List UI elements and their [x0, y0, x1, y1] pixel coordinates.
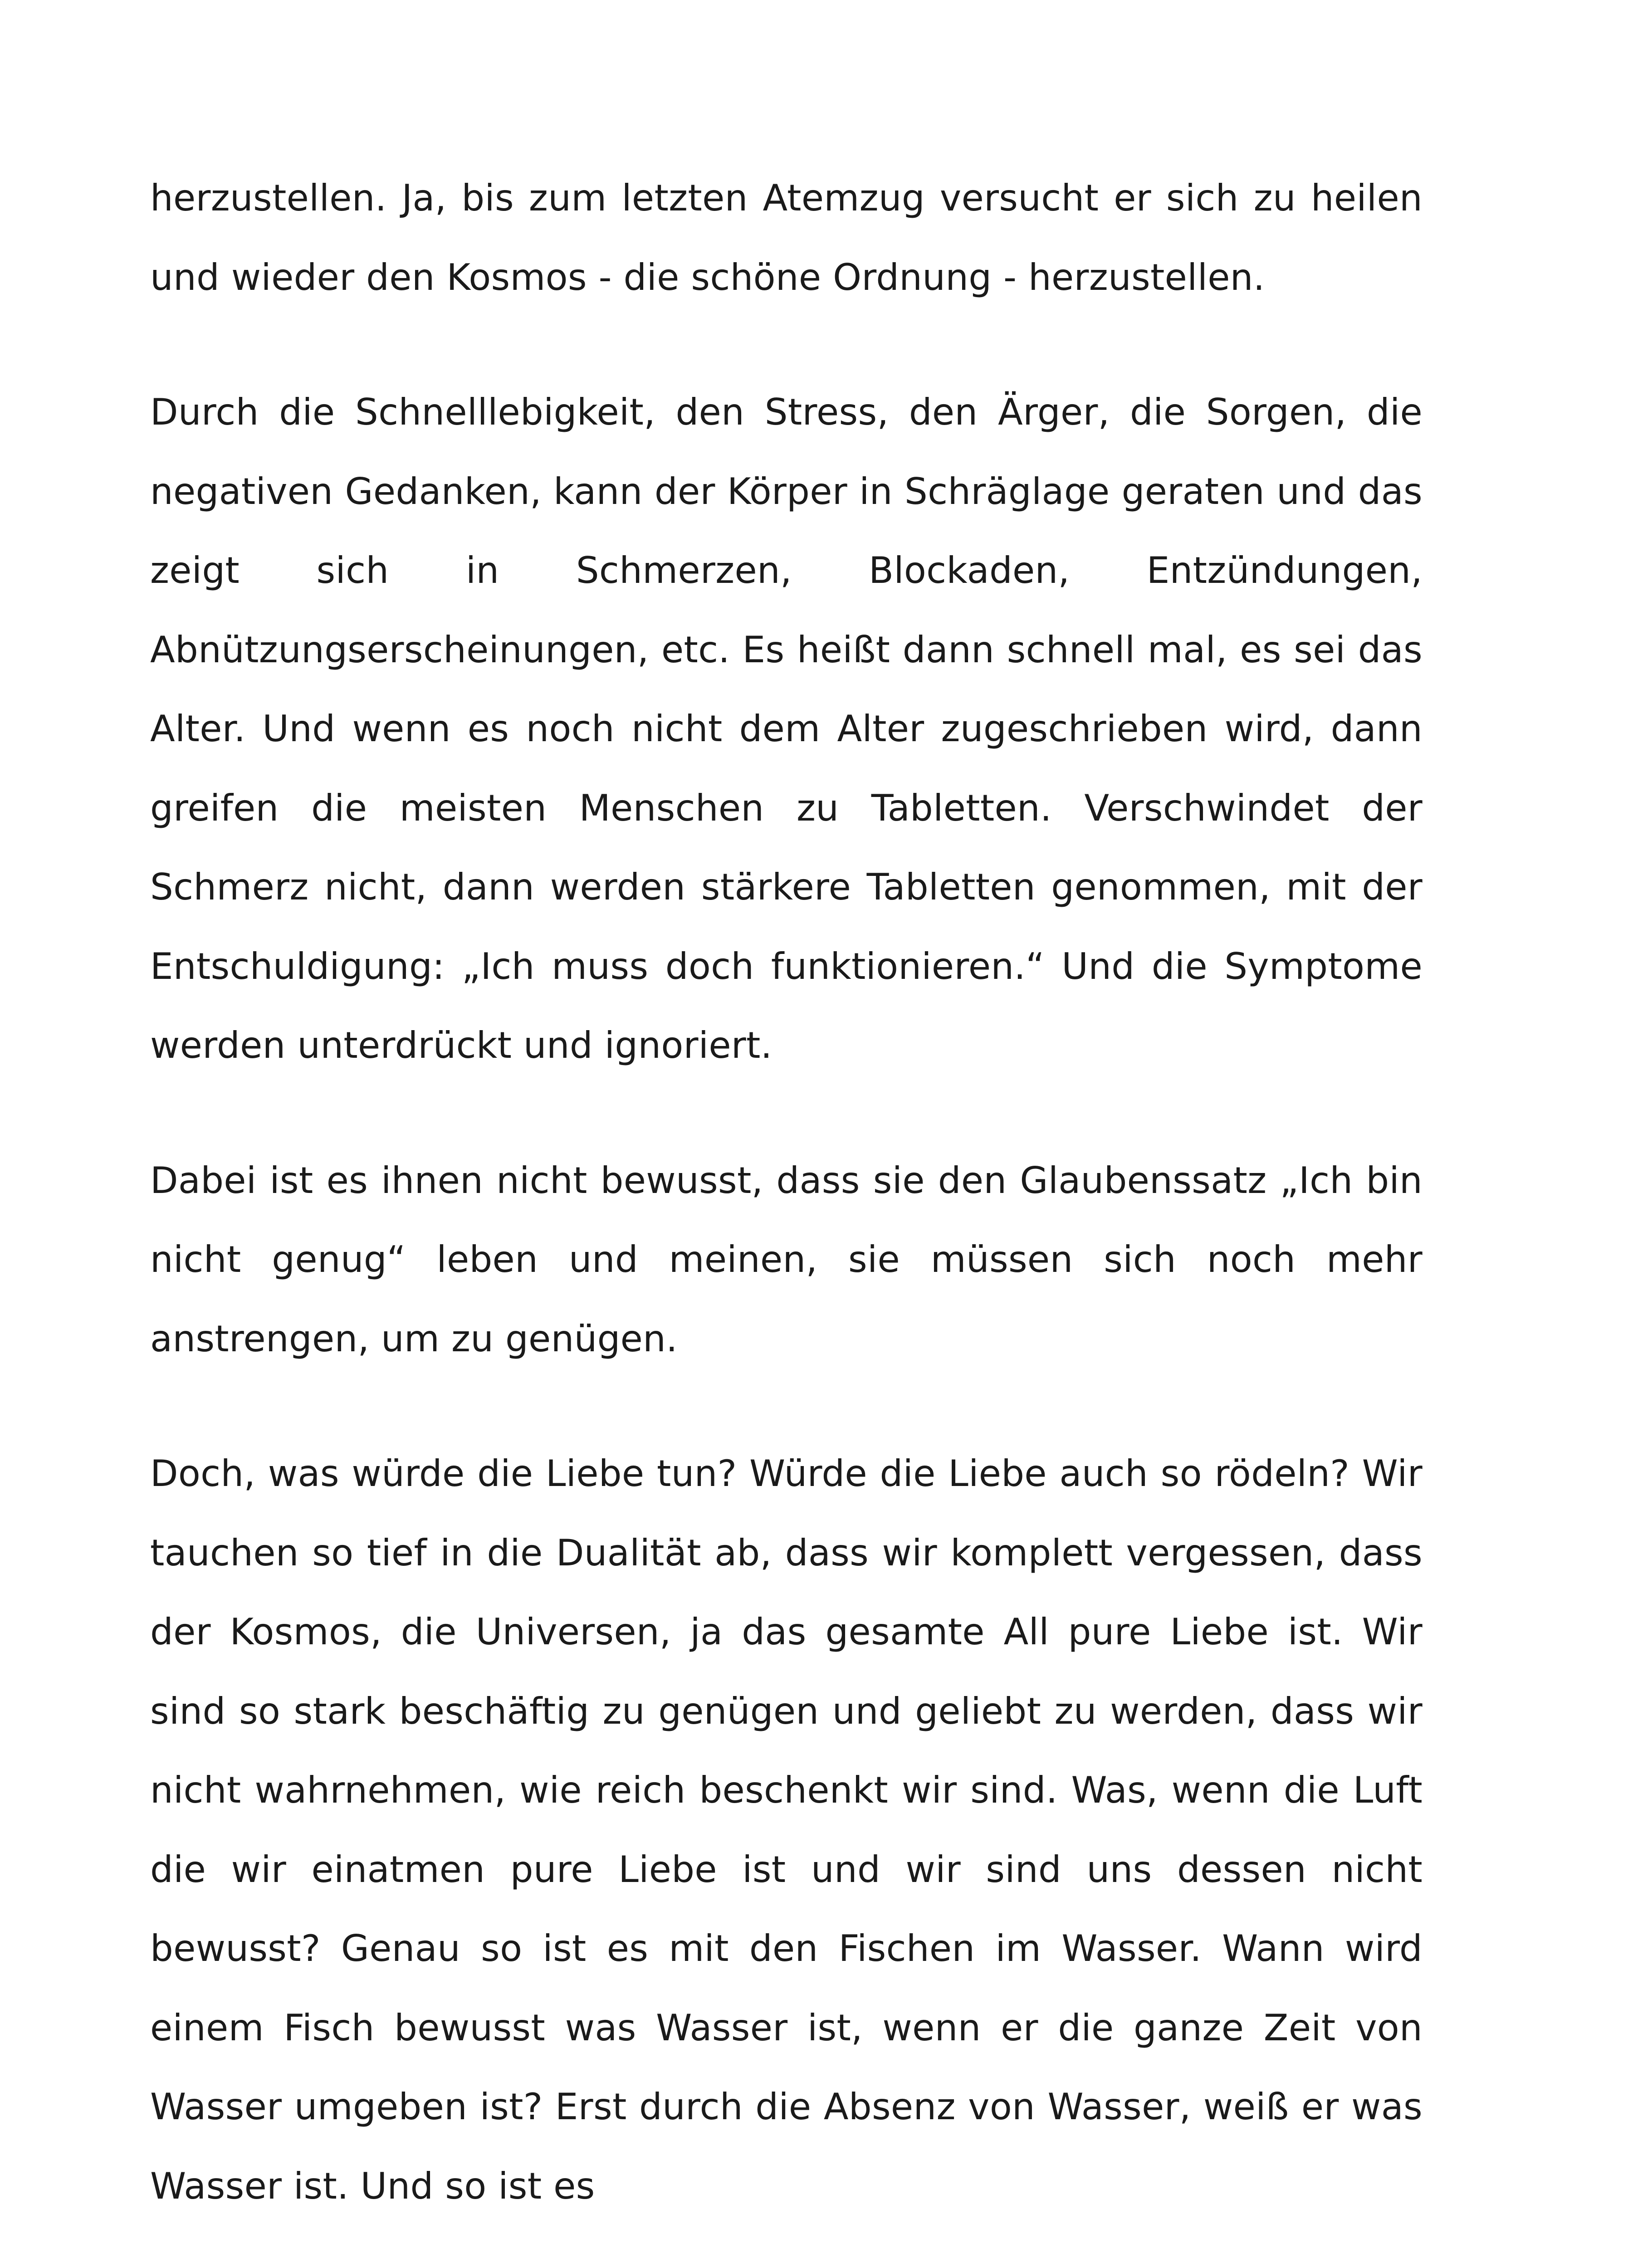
paragraph: herzustellen. Ja, bis zum letzten Atemzug versucht er sich zu heilen und wieder den Kosmos - die schöne Ordnung - herzustellen.	[150, 177, 1423, 298]
paragraph: Dabei ist es ihnen nicht bewusst, dass sie den Glaubenssatz „Ich bin nicht genug“ leben und meinen, sie müssen sich noch mehr anstrengen, um zu genügen.	[150, 1159, 1423, 1360]
paragraph: Doch, was würde die Liebe tun? Würde die Liebe auch so rödeln? Wir tauchen so tief in die Dualität ab, dass wir komplett vergessen, dass der Kosmos, die Universen, ja das gesamte All pure Liebe ist. Wir sind so stark beschäftig zu genügen und geliebt zu werden, dass wir nicht wahrnehmen, wie reich beschenkt wir sind. Was, wenn die Luft die wir einatmen pure Liebe ist und wir sind uns dessen nicht bewusst? Genau so ist es mit den Fischen im Wasser. Wann wird einem Fisch bewusst was Wasser ist, wenn er die ganze Zeit von Wasser umgeben ist? Erst durch die Absenz von Wasser, weiß er was Wasser ist. Und so ist es	[150, 1452, 1423, 2207]
paragraph: Durch die Schnelllebigkeit, den Stress, den Ärger, die Sorgen, die negativen Gedanken, kann der Körper in Schräglage geraten und das zeigt sich in Schmerzen, Blockaden, Entzündungen, Abnützungserscheinungen, etc. Es heißt dann schnell mal, es sei das Alter. Und wenn es noch nicht dem Alter zugeschrieben wird, dann greifen die meisten Menschen zu Tabletten. Verschwindet der Schmerz nicht, dann werden stärkere Tabletten genommen, mit der Entschuldigung: „Ich muss doch funktionieren.“ Und die Symptome werden unterdrückt und ignoriert.	[150, 391, 1423, 1066]
body-text	[150, 159, 1423, 2226]
